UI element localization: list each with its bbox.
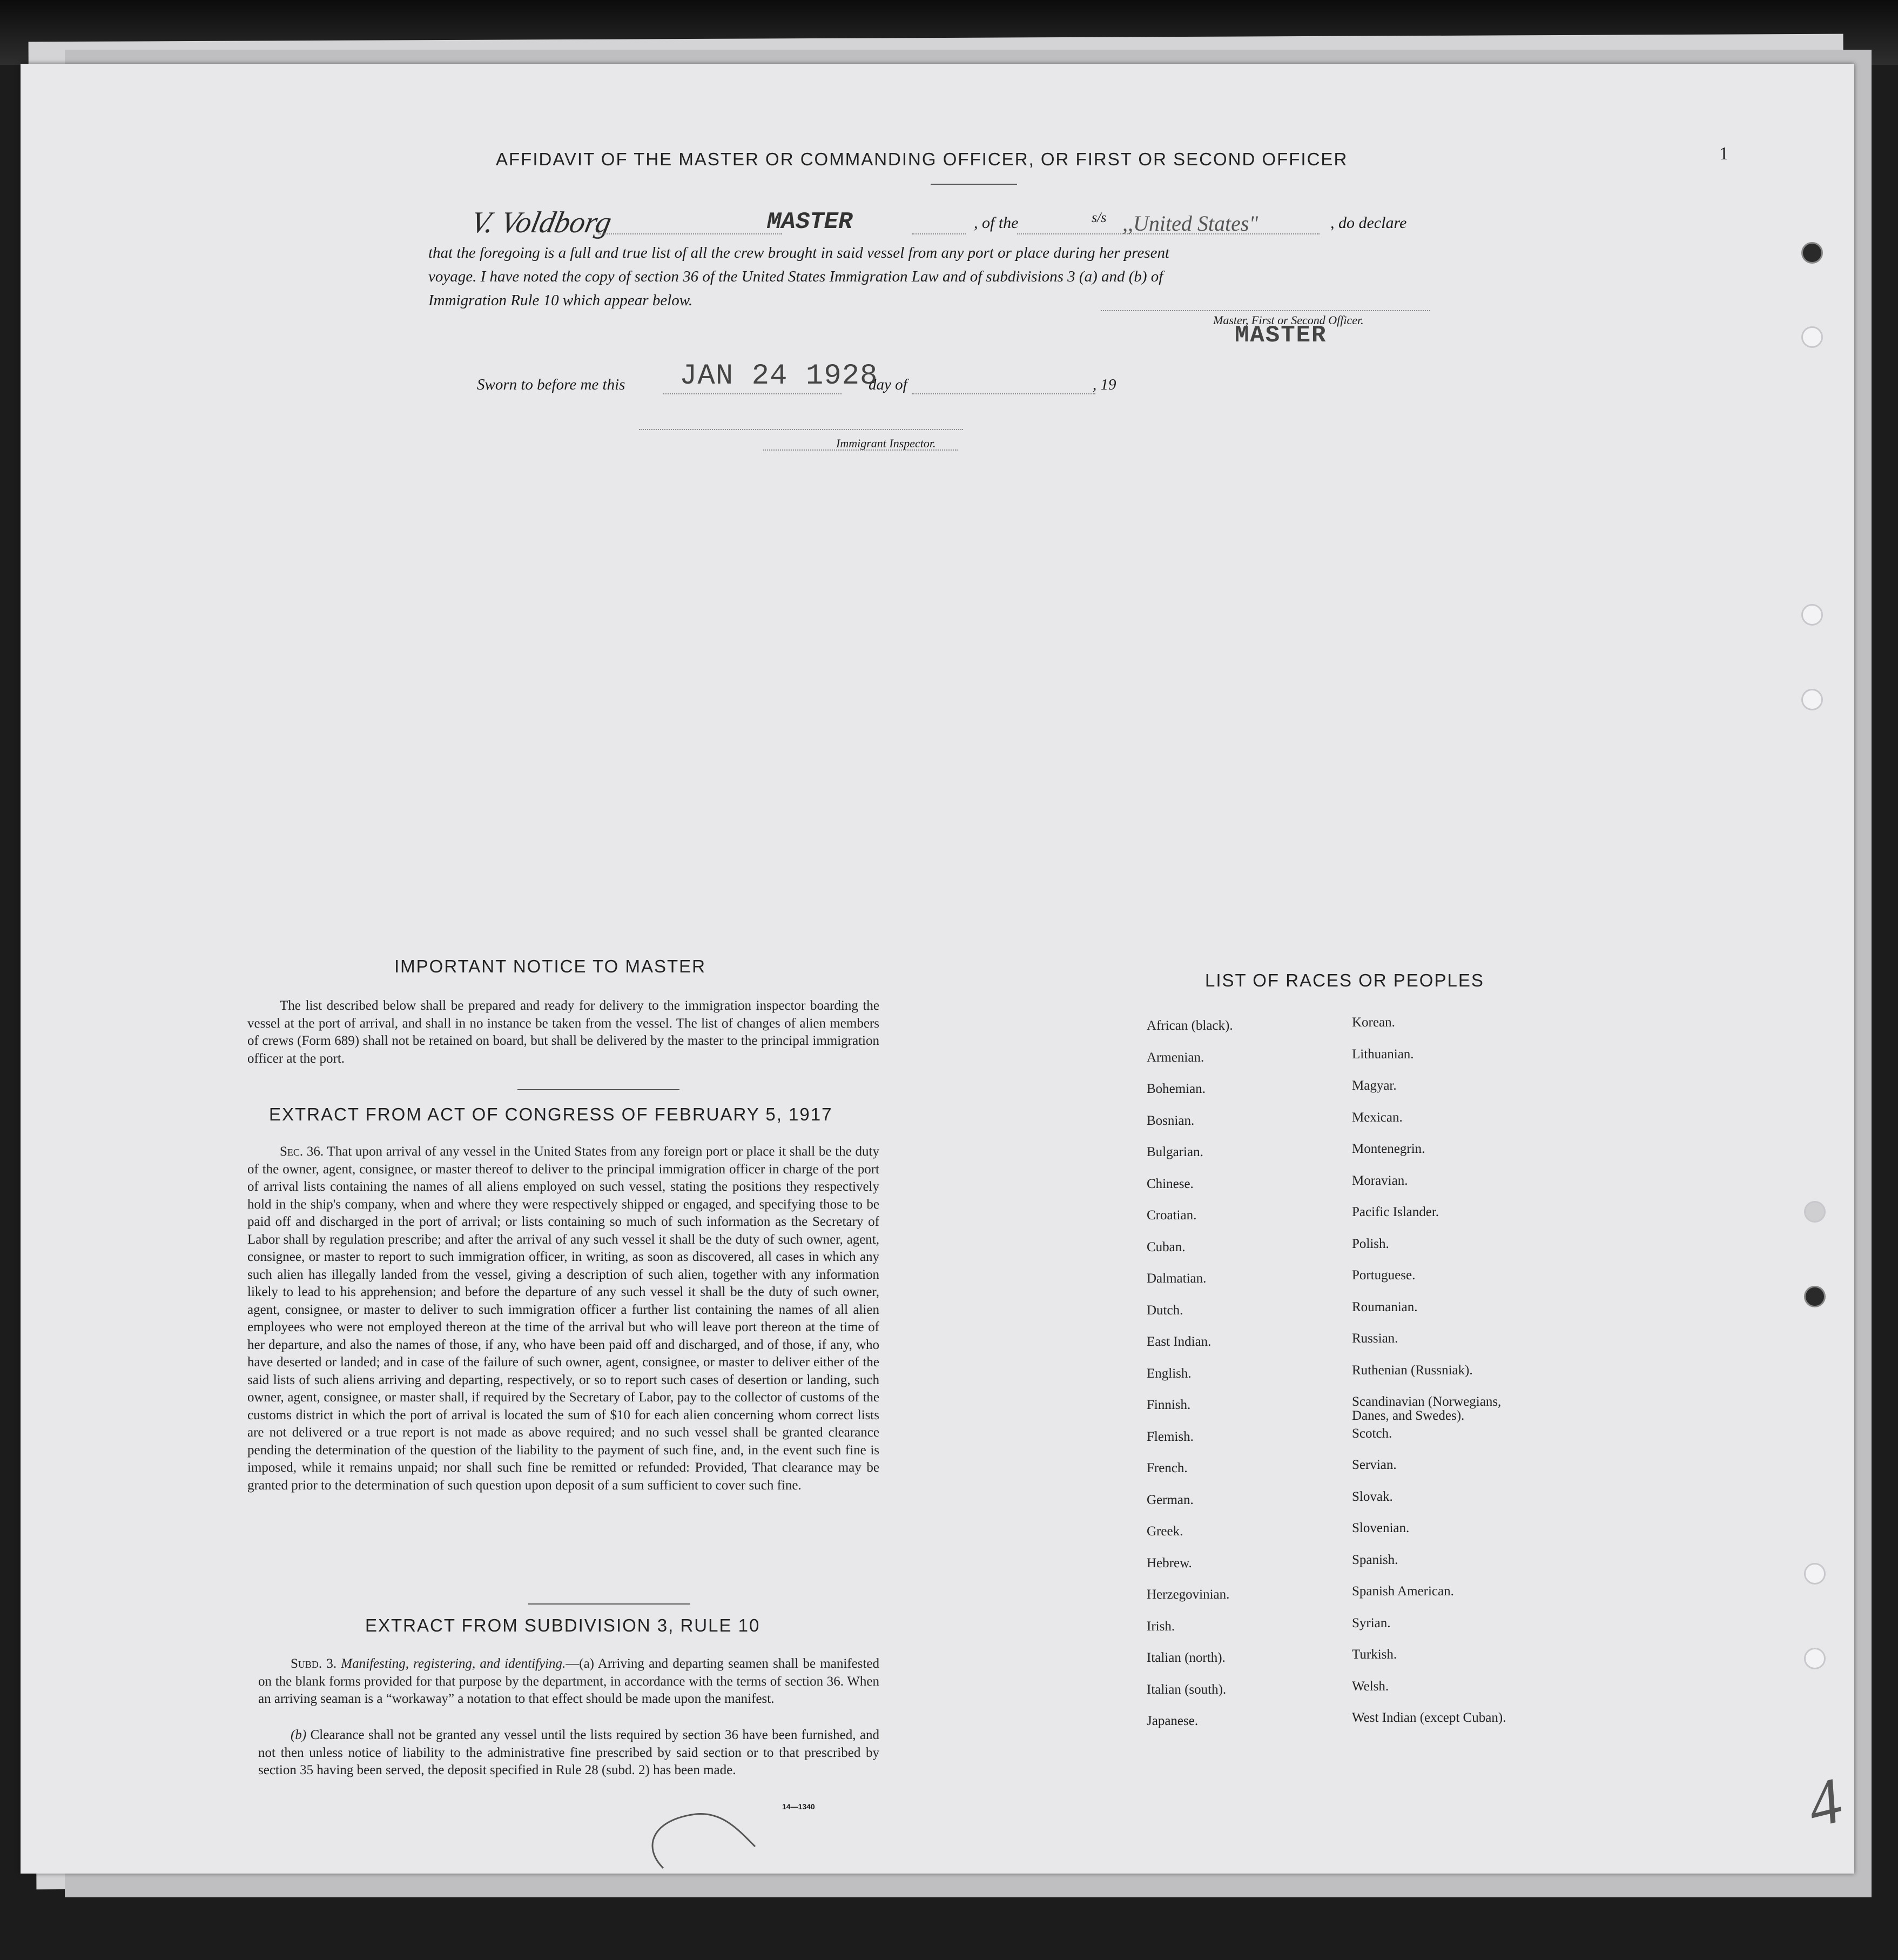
- document-page: [21, 64, 1854, 1874]
- officer-caption: Master, First or Second Officer.: [1213, 313, 1364, 327]
- declaration-line-3: Immigration Rule 10 which appear below.: [428, 292, 693, 309]
- title-rule: [931, 184, 1017, 185]
- act-text: [247, 1143, 879, 1494]
- sworn-label: Sworn to before me this: [477, 376, 625, 393]
- race-item: Bohemian.: [1147, 1082, 1206, 1096]
- race-item: Italian (south).: [1147, 1682, 1227, 1697]
- race-item: Italian (north).: [1147, 1650, 1226, 1665]
- race-item: Spanish.: [1352, 1552, 1398, 1567]
- race-item: Slovak.: [1352, 1489, 1393, 1504]
- rule-para-b-label: (b): [291, 1728, 307, 1742]
- race-item: Herzegovinian.: [1147, 1587, 1230, 1602]
- notice-title: IMPORTANT NOTICE TO MASTER: [394, 956, 706, 976]
- race-item: Bulgarian.: [1147, 1145, 1203, 1159]
- race-item: Ruthenian (Russniak).: [1352, 1362, 1473, 1378]
- sworn-date-line: [663, 393, 842, 394]
- vessel-prefix: s/s: [1092, 210, 1107, 225]
- affidavit-title: AFFIDAVIT OF THE MASTER OR COMMANDING OFFICER, OR FIRST OR SECOND OFFICER: [496, 149, 1348, 169]
- act-title: EXTRACT FROM ACT OF CONGRESS OF FEBRUARY 5, 1917: [269, 1104, 833, 1124]
- race-item: Japanese.: [1147, 1714, 1199, 1728]
- race-item: Scandinavian (Norwegians, Danes, and Swedes).: [1352, 1394, 1502, 1423]
- of-the-label: , of the: [974, 214, 1019, 232]
- inspector-signature-line: [639, 429, 963, 430]
- races-title: LIST OF RACES OR PEOPLES: [1205, 970, 1484, 990]
- master-signature: V. Voldborg: [468, 206, 615, 239]
- rule-subd-heading: Manifesting, registering, and identifying.: [341, 1656, 566, 1671]
- punch-hole: [1804, 1648, 1826, 1669]
- master-stamp: MASTER: [767, 209, 853, 236]
- race-item: Chinese.: [1147, 1176, 1194, 1191]
- race-item: Pacific Islander.: [1352, 1205, 1439, 1219]
- race-item: Turkish.: [1352, 1647, 1397, 1662]
- declaration-line-2: voyage. I have noted the copy of section 36 of the United States Immigration Law and of subdivisions 3 (a) and (b) of: [428, 268, 1163, 285]
- races-right-column: [1352, 1016, 1590, 1804]
- rule-subd-label: Subd. 3.: [291, 1656, 337, 1671]
- rule-para-b-text: Clearance shall not be granted any vessel until the lists required by section 36 have been furnished, and not then unless notice of liability to the administrative fine prescribed by said section or to that prescribed by section 35 having been served, the deposit specified in Rule 28 (subd. 2) has been made.: [258, 1728, 879, 1777]
- race-item: Moravian.: [1352, 1173, 1408, 1188]
- punch-hole: [1801, 242, 1823, 264]
- date-stamp: JAN 24 1928: [679, 360, 878, 393]
- corner-mark: 1: [1719, 144, 1728, 164]
- vessel-name: ,,United States": [1122, 211, 1258, 236]
- race-item: English.: [1147, 1366, 1192, 1381]
- officer-signature-line: [1101, 310, 1430, 311]
- declaration-text: [428, 241, 1169, 312]
- do-declare-label: , do declare: [1330, 214, 1407, 232]
- inspector-caption: Immigrant Inspector.: [836, 437, 936, 450]
- name-line: [598, 233, 782, 234]
- race-item: Spanish American.: [1352, 1584, 1454, 1599]
- race-item: Scotch.: [1352, 1426, 1392, 1441]
- act-section-label: Sec. 36.: [280, 1144, 324, 1159]
- rule-title: EXTRACT FROM SUBDIVISION 3, RULE 10: [365, 1615, 760, 1635]
- handwritten-number: 4: [1800, 1763, 1849, 1842]
- year-label: , 19: [1093, 376, 1116, 393]
- race-item: Mexican.: [1352, 1110, 1403, 1125]
- rule-para-a-text: —(a) Arriving and departing seamen shall be manifested on the blank forms provided for that purpose by the department, in accordance with the terms of section 36. When an arriving seaman is a “workaway” a notation to that effect should be made upon the manifest.: [258, 1656, 879, 1706]
- notice-rule: [517, 1089, 679, 1090]
- declaration-line-1: that the foregoing is a full and true list of all the crew brought in said vessel from any port or place during her present: [428, 244, 1170, 261]
- race-item: French.: [1147, 1461, 1188, 1475]
- race-item: Dutch.: [1147, 1303, 1183, 1318]
- race-item: African (black).: [1147, 1018, 1233, 1033]
- race-item: Korean.: [1352, 1015, 1395, 1030]
- race-item: Finnish.: [1147, 1398, 1191, 1412]
- notice-text: The list described below shall be prepared and ready for delivery to the immigration inspector boarding the vessel at the port of arrival, and shall in no instance be taken from the vessel. The list of changes of alien members of crews (Form 689) shall not be retained on board, but shall be delivered by the master to the principal immigration officer at the port.: [247, 998, 879, 1066]
- race-item: Slovenian.: [1352, 1521, 1410, 1535]
- race-item: Armenian.: [1147, 1050, 1204, 1065]
- race-item: Flemish.: [1147, 1429, 1194, 1444]
- form-number: 14—1340: [782, 1802, 815, 1811]
- race-item: Roumanian.: [1352, 1299, 1418, 1314]
- race-item: Polish.: [1352, 1236, 1389, 1251]
- punch-hole: [1804, 1563, 1826, 1585]
- race-item: German.: [1147, 1492, 1194, 1507]
- punch-hole: [1804, 1201, 1826, 1223]
- rule-para-b: [258, 1727, 879, 1780]
- punch-hole: [1804, 1286, 1826, 1307]
- race-item: Irish.: [1147, 1619, 1175, 1634]
- race-item: Greek.: [1147, 1524, 1183, 1539]
- officer-stamp: MASTER: [1235, 322, 1327, 349]
- race-item: Bosnian.: [1147, 1113, 1195, 1128]
- day-of-label: day of: [869, 376, 907, 393]
- race-item: Croatian.: [1147, 1208, 1197, 1223]
- punch-hole: [1801, 326, 1823, 348]
- race-item: West Indian (except Cuban).: [1352, 1710, 1506, 1725]
- race-item: Montenegrin.: [1352, 1142, 1425, 1156]
- act-body: That upon arrival of any vessel in the United States from any foreign port or place it shall be the duty of the owner, agent, consignee, or master thereof to deliver to the principal immigration officer in charge of the port of arrival lists containing the names of all aliens employed on such vessel, stating the positions they respectively hold in the ship's company, when and where they were respectively shipped or engaged, and specifying those to be paid off and discharged in the port of arrival; or lists containing so much of such information as the Secretary of Labor shall by regulation prescribe; and after the arrival of any such vessel it shall be the duty of such owner, agent, consignee, or master to report to such immigration officer, in writing, as soon as discovered, all cases in which any such alien has illegally landed from the vessel, giving a description of such alien, together with any information likely to lead to his apprehension; and before the departure of any such vessel it shall be the duty of such owner, agent, consignee, or master to deliver to such immigration officer a further list containing the names of all alien employees who were not employed thereon at the time of the arrival but who will leave port thereon at the time of her departure, and also the names of those, if any, who have been paid off and discharged, and of those, if any, who have deserted or landed; and in case of the failure of such owner, agent, consignee, or master to deliver either of the said lists of such aliens arriving and departing, respectively, or so to report such cases of desertion or landing, such owner, agent, consignee, or master shall, if required by the Secretary of Labor, pay to the collector of customs of the customs district in which the port of arrival is located the sum of $10 for each alien concerning whom correct lists are not delivered or a true report is not made as above required; and no such vessel shall be granted clearance pending the determination of the question of the liability to the payment of such fine, and, in the event such fine is imposed, while it remains unpaid; nor shall such fine be remitted or refunded: Provided, That clearance may be granted prior to the determination of such question upon deposit of a sum sufficient to cover such fine.: [247, 1144, 879, 1493]
- race-item: Welsh.: [1352, 1679, 1389, 1694]
- punch-hole: [1801, 604, 1823, 626]
- rank-line: [912, 233, 966, 234]
- race-item: Hebrew.: [1147, 1555, 1192, 1570]
- pencil-scribble: [631, 1798, 782, 1874]
- race-item: Lithuanian.: [1352, 1046, 1414, 1062]
- race-item: Servian.: [1352, 1458, 1397, 1472]
- race-item: East Indian.: [1147, 1334, 1212, 1349]
- month-line: [912, 393, 1095, 394]
- act-rule: [528, 1603, 690, 1605]
- race-item: Russian.: [1352, 1331, 1398, 1346]
- race-item: Magyar.: [1352, 1078, 1397, 1093]
- rule-para-a: [258, 1655, 879, 1708]
- race-item: Portuguese.: [1352, 1268, 1416, 1283]
- race-item: Syrian.: [1352, 1615, 1391, 1630]
- race-item: Dalmatian.: [1147, 1271, 1207, 1286]
- race-item: Cuban.: [1147, 1239, 1186, 1254]
- races-left-column: [1147, 1019, 1352, 1808]
- punch-hole: [1801, 689, 1823, 710]
